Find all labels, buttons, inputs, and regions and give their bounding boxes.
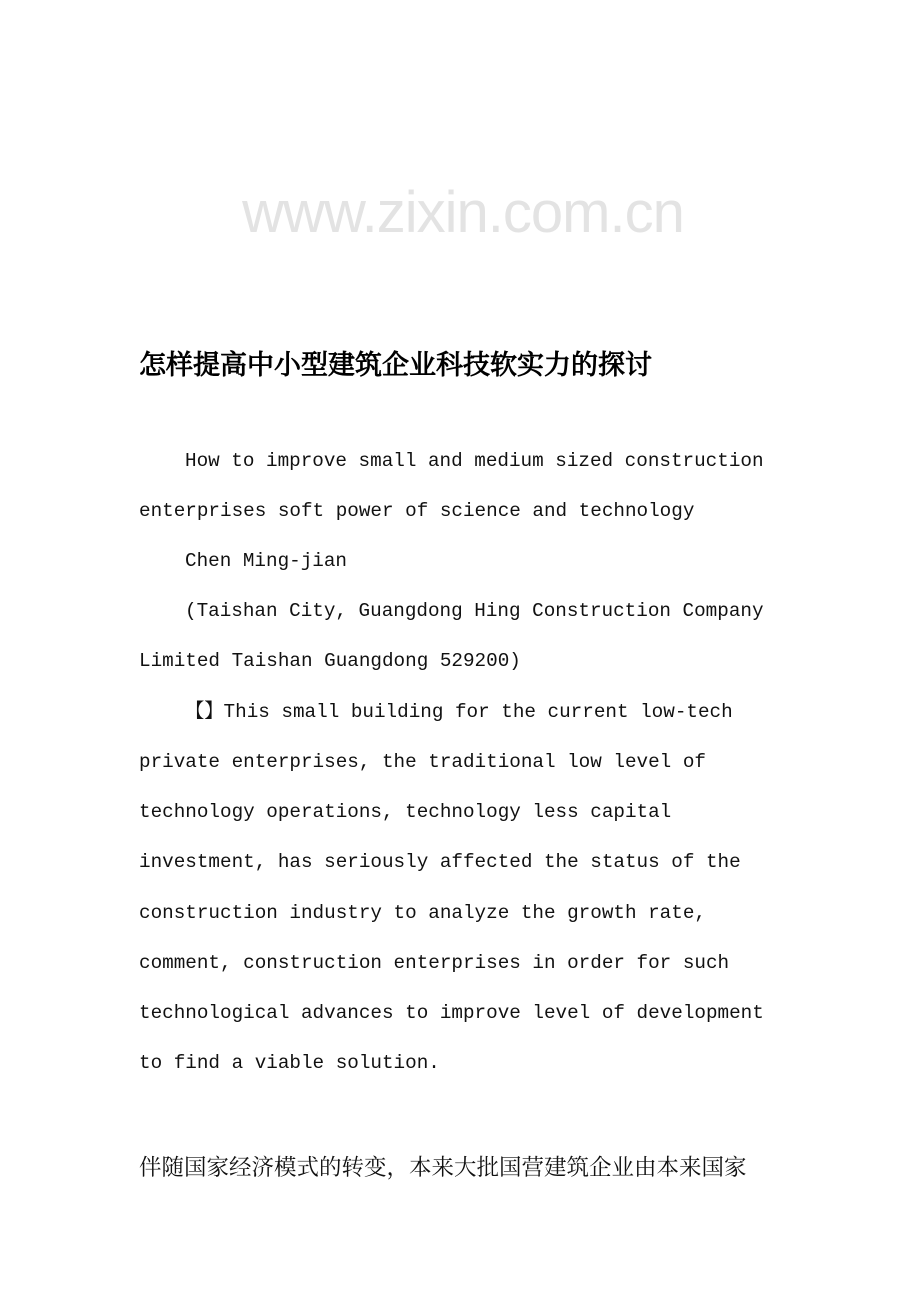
affiliation-line: (Taishan City, Guangdong Hing Construction Company bbox=[185, 600, 764, 622]
abstract-line: technological advances to improve level of development bbox=[139, 1002, 764, 1024]
abstract-line: private enterprises, the traditional low level of bbox=[139, 751, 706, 773]
english-title-line: How to improve small and medium sized construction bbox=[185, 450, 764, 472]
english-title-line: enterprises soft power of science and technology bbox=[139, 500, 695, 522]
author-name: Chen Ming-jian bbox=[185, 550, 347, 572]
abstract-line: 【】This small building for the current low-tech bbox=[185, 701, 733, 723]
abstract-line: technology operations, technology less capital bbox=[139, 801, 672, 823]
affiliation-line: Limited Taishan Guangdong 529200) bbox=[139, 650, 521, 672]
page-title: 怎样提高中小型建筑企业科技软实力的探讨 bbox=[139, 350, 652, 381]
abstract-line: construction industry to analyze the growth rate, bbox=[139, 902, 706, 924]
abstract-line: comment, construction enterprises in order for such bbox=[139, 952, 730, 974]
body-paragraph-line: 伴随国家经济模式的转变，本来大批国营建筑企业由本来国家 bbox=[139, 1155, 747, 1181]
abstract-line: investment, has seriously affected the status of the bbox=[139, 851, 741, 873]
watermark: www.zixin.com.cn bbox=[242, 180, 684, 245]
abstract-line: to find a viable solution. bbox=[139, 1052, 440, 1074]
